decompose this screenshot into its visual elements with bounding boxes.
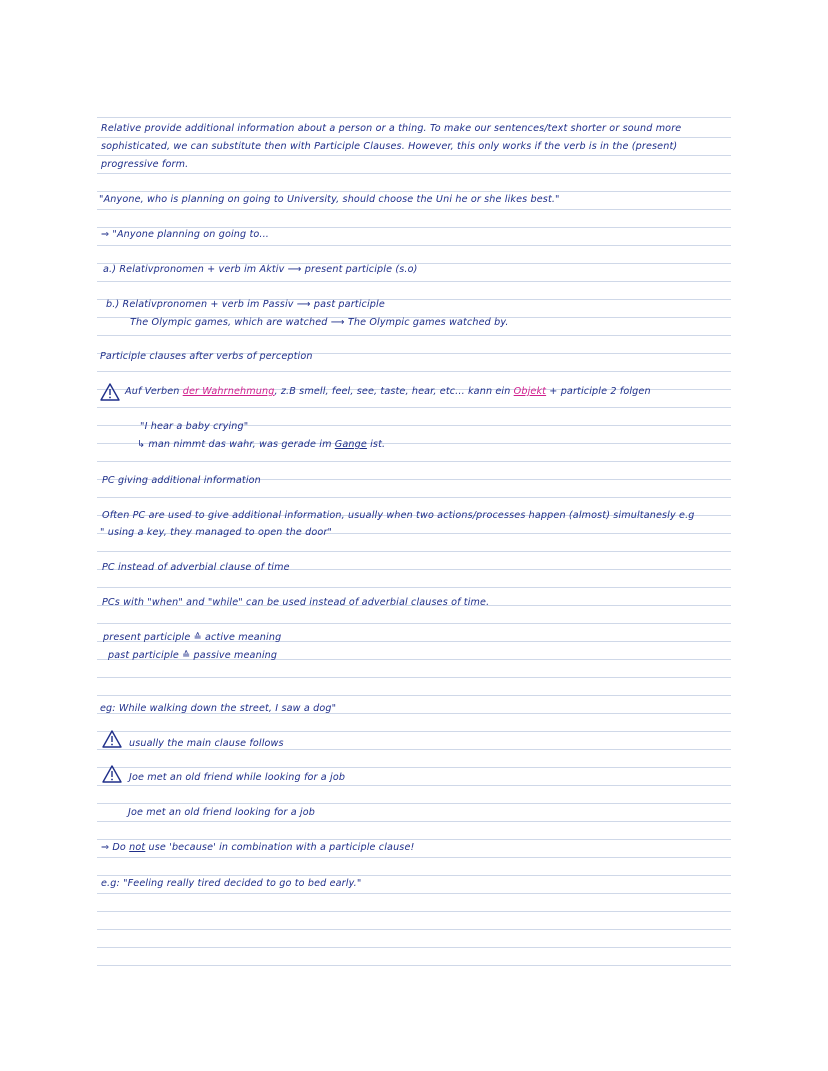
ruled-line <box>97 461 731 462</box>
perception-note-text: Auf Verben <box>125 386 183 397</box>
ruled-line <box>97 173 731 174</box>
intro-line-3: progressive form. <box>101 159 189 170</box>
ruled-line <box>97 803 731 804</box>
rule-a: a.) Relativpronomen + verb im Aktiv ⟶ present participle (s.o) <box>103 264 418 275</box>
warning-icon <box>100 383 120 401</box>
tired-example: e.g: "Feeling really tired decided to go to bed early." <box>101 878 362 889</box>
intro-line-1: Relative provide additional information about a person or a thing. To make our sentences/text shorter or sound more <box>101 123 682 134</box>
ruled-line <box>97 191 731 192</box>
perception-note-text: , z.B smell, feel, see, taste, hear, etc... kann ein <box>274 386 514 397</box>
ruled-line <box>97 893 731 894</box>
ruled-line <box>97 407 731 408</box>
warning-icon <box>102 765 122 783</box>
ruled-line <box>97 947 731 948</box>
pc-info-text: Often PC are used to give additional information, usually when two actions/processes happen (almost) simultanesly e.g <box>102 510 695 521</box>
ruled-line <box>97 551 731 552</box>
adverbial-heading: PC instead of adverbial clause of time <box>102 562 290 573</box>
ruled-line <box>97 209 731 210</box>
highlight-wahrnehmung: der Wahrnehmung <box>182 386 275 397</box>
ruled-line <box>97 281 731 282</box>
do-not-text: use 'because' in combination with a participle clause! <box>145 842 415 853</box>
do-not-text: ⇒ Do <box>101 842 130 853</box>
perception-heading: Participle clauses after verbs of perception <box>100 351 313 362</box>
perception-gloss-underlined: Gange <box>334 439 367 450</box>
ruled-line <box>97 117 731 118</box>
warn-main-clause: usually the main clause follows <box>129 738 284 749</box>
joe-short: Joe met an old friend looking for a job <box>128 807 315 818</box>
perception-gloss-text: ist. <box>366 439 386 450</box>
ruled-line <box>97 371 731 372</box>
perception-example: "I hear a baby crying" <box>140 421 249 432</box>
ruled-line <box>97 839 731 840</box>
pc-info-example: " using a key, they managed to open the door" <box>100 527 333 538</box>
intro-line-2: sophisticated, we can substitute then with Participle Clauses. However, this only works if the verb is in the (present) <box>101 141 678 152</box>
meaning-past: past participle ≙ passive meaning <box>108 650 278 661</box>
do-not-emphasis: not <box>129 842 146 853</box>
ruled-line <box>97 731 731 732</box>
rule-b-example: The Olympic games, which are watched ⟶ The Olympic games watched by. <box>130 317 509 328</box>
ruled-line <box>97 335 731 336</box>
perception-note <box>125 385 651 399</box>
ruled-line <box>97 677 731 678</box>
ruled-line <box>97 911 731 912</box>
example-quote: "Anyone, who is planning on going to University, should choose the Uni he or she likes best." <box>99 194 560 205</box>
ruled-line <box>97 587 731 588</box>
warning-icon <box>102 730 122 748</box>
ruled-line <box>97 245 731 246</box>
perception-gloss-text: ↳ man nimmt das wahr, was gerade im <box>137 439 335 450</box>
ruled-line <box>97 137 731 138</box>
perception-note-text: + participle 2 folgen <box>546 386 651 397</box>
ruled-line <box>97 821 731 822</box>
pc-info-heading: PC giving additional information <box>102 475 261 486</box>
perception-gloss <box>137 438 385 452</box>
while-example: eg: While walking down the street, I saw a dog" <box>100 703 337 714</box>
ruled-line <box>97 857 731 858</box>
ruled-line <box>97 623 731 624</box>
ruled-line <box>97 785 731 786</box>
do-not-rule <box>101 841 415 855</box>
ruled-line <box>97 929 731 930</box>
highlight-objekt: Objekt <box>513 386 547 397</box>
warn-joe: Joe met an old friend while looking for a job <box>129 772 346 783</box>
ruled-line <box>97 497 731 498</box>
ruled-line <box>97 155 731 156</box>
ruled-line <box>97 875 731 876</box>
example-arrow: ⇒ "Anyone planning on going to... <box>101 229 269 240</box>
ruled-line <box>97 767 731 768</box>
adverbial-text: PCs with "when" and "while" can be used instead of adverbial clauses of time. <box>102 597 490 608</box>
rule-b: b.) Relativpronomen + verb im Passiv ⟶ past participle <box>106 299 385 310</box>
ruled-line <box>97 965 731 966</box>
meaning-present: present participle ≙ active meaning <box>103 632 282 643</box>
ruled-line <box>97 695 731 696</box>
